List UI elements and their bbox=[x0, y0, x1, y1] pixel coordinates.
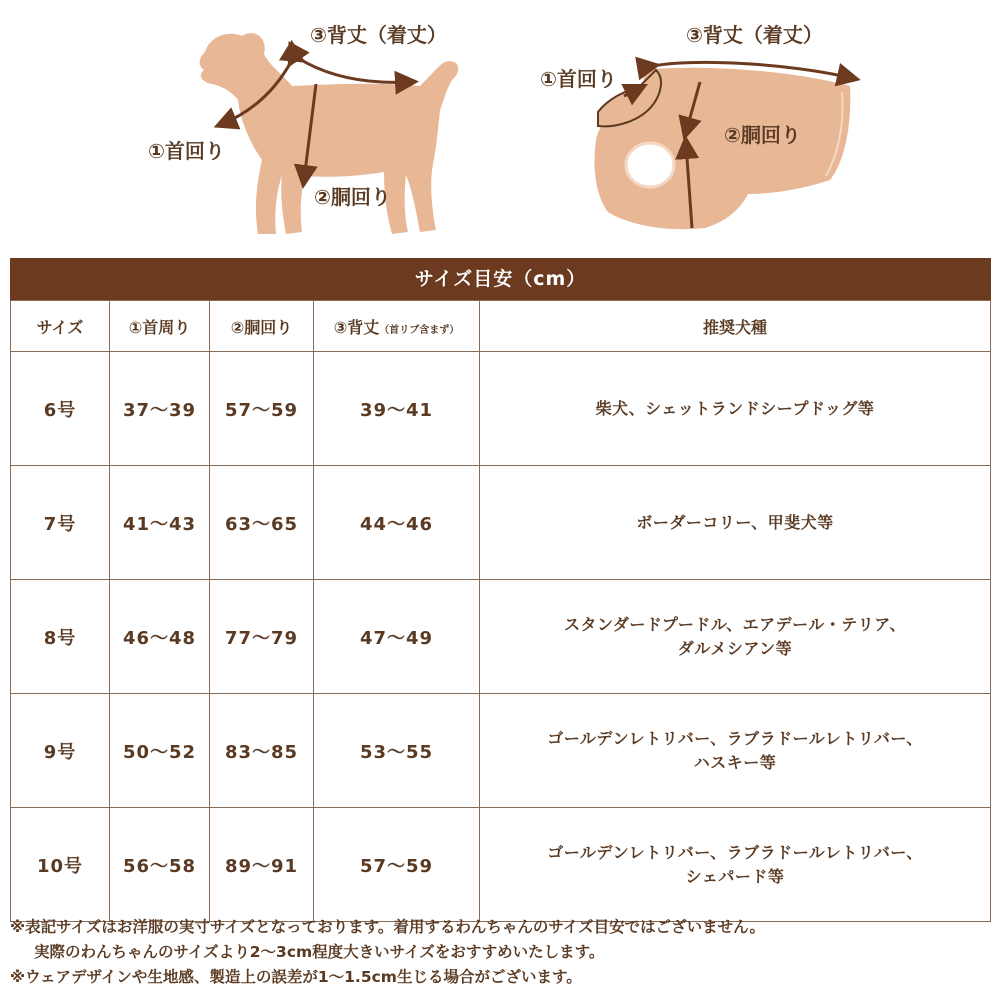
header-breed: 推奨犬種 bbox=[480, 301, 991, 352]
table-row bbox=[11, 694, 991, 808]
cell-neck: 56～58 bbox=[110, 808, 210, 922]
breed-line: シェパード等 bbox=[685, 866, 785, 886]
cell-neck: 41～43 bbox=[110, 466, 210, 580]
cell-size: 6号 bbox=[11, 352, 110, 466]
breed-line: ハスキー等 bbox=[693, 752, 777, 772]
cell-breed bbox=[480, 352, 991, 466]
cell-size: 8号 bbox=[11, 580, 110, 694]
table-header-row bbox=[11, 301, 991, 352]
header-back bbox=[314, 301, 480, 352]
table-title: サイズ目安（cm） bbox=[10, 258, 991, 300]
dog-chest-label: ②胴回り bbox=[314, 185, 391, 209]
cell-back: 57～59 bbox=[314, 808, 480, 922]
header-neck: ①首周り bbox=[110, 301, 210, 352]
breed-line: ボーダーコリー、甲斐犬等 bbox=[636, 512, 834, 532]
note-line-1: ※表記サイズはお洋服の実寸サイズとなっております。着用するわんちゃんのサイズ目安ではございません。 bbox=[10, 918, 766, 936]
cell-neck: 50～52 bbox=[110, 694, 210, 808]
breed-line: スタンダードプードル、エアデール・テリア、 bbox=[563, 614, 907, 634]
note-line-3: ※ウェアデザインや生地感、製造上の誤差が1～1.5cm生じる場合がございます。 bbox=[10, 968, 582, 986]
table-row bbox=[11, 352, 991, 466]
dog-neck-label: ①首回り bbox=[148, 139, 225, 163]
cell-chest: 89～91 bbox=[210, 808, 314, 922]
cell-chest: 83～85 bbox=[210, 694, 314, 808]
cell-back: 47～49 bbox=[314, 580, 480, 694]
cell-size: 9号 bbox=[11, 694, 110, 808]
cell-back: 44～46 bbox=[314, 466, 480, 580]
cell-neck: 37～39 bbox=[110, 352, 210, 466]
table-row bbox=[11, 466, 991, 580]
cell-breed bbox=[480, 694, 991, 808]
garment-back-label: ③背丈（着丈） bbox=[686, 23, 823, 47]
cell-chest: 77～79 bbox=[210, 580, 314, 694]
header-size: サイズ bbox=[11, 301, 110, 352]
table-row bbox=[11, 808, 991, 922]
cell-size: 10号 bbox=[11, 808, 110, 922]
table-row bbox=[11, 580, 991, 694]
header-back-note: （首リブ含まず） bbox=[379, 324, 460, 336]
header-back-label: ③背丈 bbox=[333, 317, 380, 337]
size-table bbox=[10, 258, 991, 922]
garment-chest-label: ②胴回り bbox=[724, 123, 801, 147]
measurement-illustration bbox=[0, 0, 1000, 250]
breed-line: 柴犬、シェットランドシープドッグ等 bbox=[595, 398, 875, 418]
cell-back: 39～41 bbox=[314, 352, 480, 466]
note-line-2: 実際のわんちゃんのサイズより2～3cm程度大きいサイズをおすすめいたします。 bbox=[34, 943, 605, 961]
cell-neck: 46～48 bbox=[110, 580, 210, 694]
cell-back: 53～55 bbox=[314, 694, 480, 808]
garment-neck-label: ①首回り bbox=[540, 67, 617, 91]
dog-back-label: ③背丈（着丈） bbox=[310, 23, 447, 47]
breed-line: ダルメシアン等 bbox=[677, 638, 793, 658]
notes bbox=[10, 915, 995, 990]
breed-line: ゴールデンレトリバー、ラブラドールレトリバー、 bbox=[547, 728, 923, 748]
header-chest: ②胴回り bbox=[210, 301, 314, 352]
cell-breed bbox=[480, 808, 991, 922]
cell-breed bbox=[480, 466, 991, 580]
cell-chest: 57～59 bbox=[210, 352, 314, 466]
cell-chest: 63～65 bbox=[210, 466, 314, 580]
cell-size: 7号 bbox=[11, 466, 110, 580]
breed-line: ゴールデンレトリバー、ラブラドールレトリバー、 bbox=[547, 842, 923, 862]
cell-breed bbox=[480, 580, 991, 694]
